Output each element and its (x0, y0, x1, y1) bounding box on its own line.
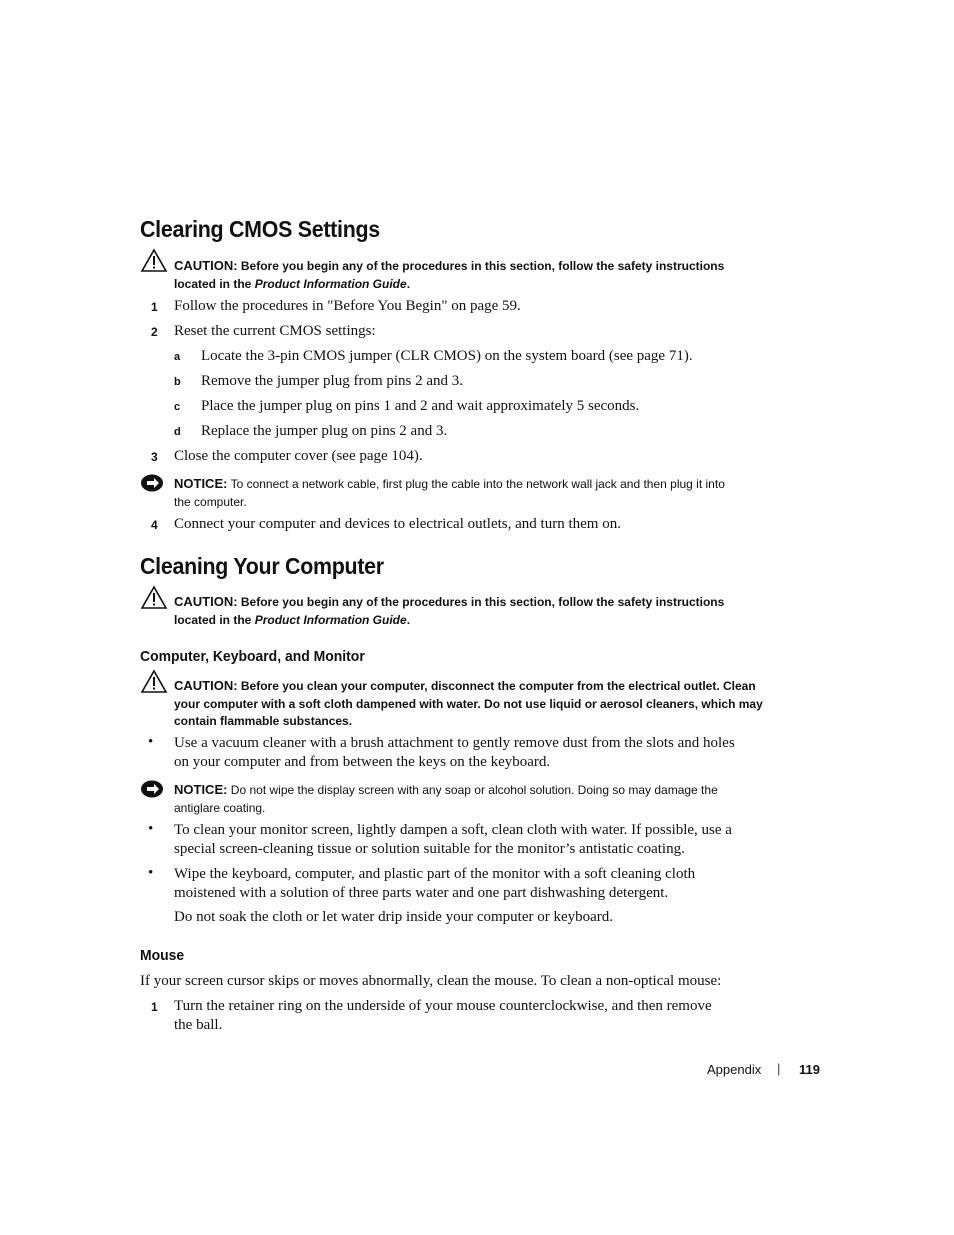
caution-text (174, 593, 774, 629)
notice-line: antiglare coating. (174, 800, 266, 815)
product-info-guide-ref: Product Information Guide (254, 276, 407, 291)
bullet-text (174, 865, 774, 927)
notice-line: the computer. (174, 494, 247, 509)
caution-line: . (406, 612, 411, 627)
caution-text (174, 257, 774, 293)
caution-icon (140, 585, 168, 611)
bullet-text (174, 734, 774, 772)
caution-line: located in the (174, 276, 255, 291)
step-text: Follow the procedures in "Before You Begin" on page 59. (174, 298, 521, 314)
caution-icon (140, 248, 168, 274)
substep-text: Place the jumper plug on pins 1 and 2 and wait approximately 5 seconds. (201, 398, 640, 414)
bullet-line: moistened with a solution of three parts water and one part dishwashing detergent. (174, 885, 669, 901)
notice-icon (140, 779, 168, 805)
product-info-guide-ref: Product Information Guide (254, 612, 407, 627)
notice-text (174, 475, 774, 511)
substep-letter: a (174, 351, 181, 363)
bullet-line: To clean your monitor screen, lightly dampen a soft, clean cloth with water. If possible, use a (174, 822, 732, 838)
caution-lead: CAUTION: (174, 678, 238, 693)
caution-lead: CAUTION: (174, 594, 238, 609)
section-title-clearing-cmos: Clearing CMOS Settings (140, 216, 380, 242)
bullet-mark: • (148, 865, 154, 881)
subsection-title-mouse: Mouse (140, 947, 185, 964)
footer-section-name: Appendix (707, 1062, 762, 1077)
step-text: Connect your computer and devices to electrical outlets, and turn them on. (174, 516, 621, 532)
caution-lead: CAUTION: (174, 258, 238, 273)
caution-text (174, 677, 774, 731)
bullet-line: Wipe the keyboard, computer, and plastic part of the monitor with a soft cleaning cloth (174, 866, 696, 882)
step-line: the ball. (174, 1017, 223, 1033)
caution-line: . (406, 276, 411, 291)
step-number: 1 (151, 300, 158, 314)
substep-letter: d (174, 426, 181, 438)
bullet-line: special screen-cleaning tissue or solution suitable for the monitor’s antistatic coating. (174, 841, 685, 857)
notice-lead: NOTICE: (174, 782, 228, 797)
step-number: 3 (151, 450, 158, 464)
bullet-mark: • (148, 734, 154, 750)
page-number: 119 (799, 1062, 820, 1077)
caution-line: your computer with a soft cloth dampened with water. Do not use liquid or aerosol cleaners, which may (174, 696, 763, 711)
caution-line: Before you begin any of the procedures in this section, follow the safety instructions (240, 259, 725, 273)
bullet-line: on your computer and from between the keys on the keyboard. (174, 754, 551, 770)
notice-lead: NOTICE: (174, 476, 228, 491)
notice-line: To connect a network cable, first plug the cable into the network wall jack and then plug it into (230, 477, 725, 491)
footer-separator: | (777, 1061, 781, 1076)
substep-text: Replace the jumper plug on pins 2 and 3. (201, 423, 448, 439)
mouse-intro: If your screen cursor skips or moves abnormally, clean the mouse. To clean a non-optical mouse: (140, 973, 722, 989)
bullet-mark: • (148, 821, 154, 837)
bullet-line: Do not soak the cloth or let water drip inside your computer or keyboard. (174, 909, 614, 925)
caution-line: Before you begin any of the procedures in this section, follow the safety instructions (240, 595, 725, 609)
subsection-title-ckm: Computer, Keyboard, and Monitor (140, 648, 365, 665)
caution-line: contain flammable substances. (174, 714, 353, 728)
notice-text (174, 781, 774, 817)
notice-line: Do not wipe the display screen with any soap or alcohol solution. Doing so may damage the (230, 783, 718, 797)
step-text: Reset the current CMOS settings: (174, 323, 376, 339)
section-title-cleaning: Cleaning Your Computer (140, 553, 384, 579)
step-line: Turn the retainer ring on the underside of your mouse counterclockwise, and then remove (174, 998, 712, 1014)
substep-text: Locate the 3-pin CMOS jumper (CLR CMOS) on the system board (see page 71). (201, 348, 693, 364)
step-text: Close the computer cover (see page 104). (174, 448, 423, 464)
step-text (174, 997, 774, 1035)
caution-line: Before you clean your computer, disconnect the computer from the electrical outlet. Clean (240, 679, 756, 693)
substep-text: Remove the jumper plug from pins 2 and 3. (201, 373, 464, 389)
step-number: 2 (151, 325, 158, 339)
bullet-text (174, 821, 774, 859)
caution-line: located in the (174, 612, 255, 627)
step-number: 4 (151, 518, 158, 532)
substep-letter: b (174, 376, 181, 388)
step-number: 1 (151, 1000, 158, 1014)
notice-icon (140, 473, 168, 499)
substep-letter: c (174, 401, 181, 413)
bullet-line: Use a vacuum cleaner with a brush attachment to gently remove dust from the slots and holes (174, 735, 735, 751)
caution-icon (140, 669, 168, 695)
